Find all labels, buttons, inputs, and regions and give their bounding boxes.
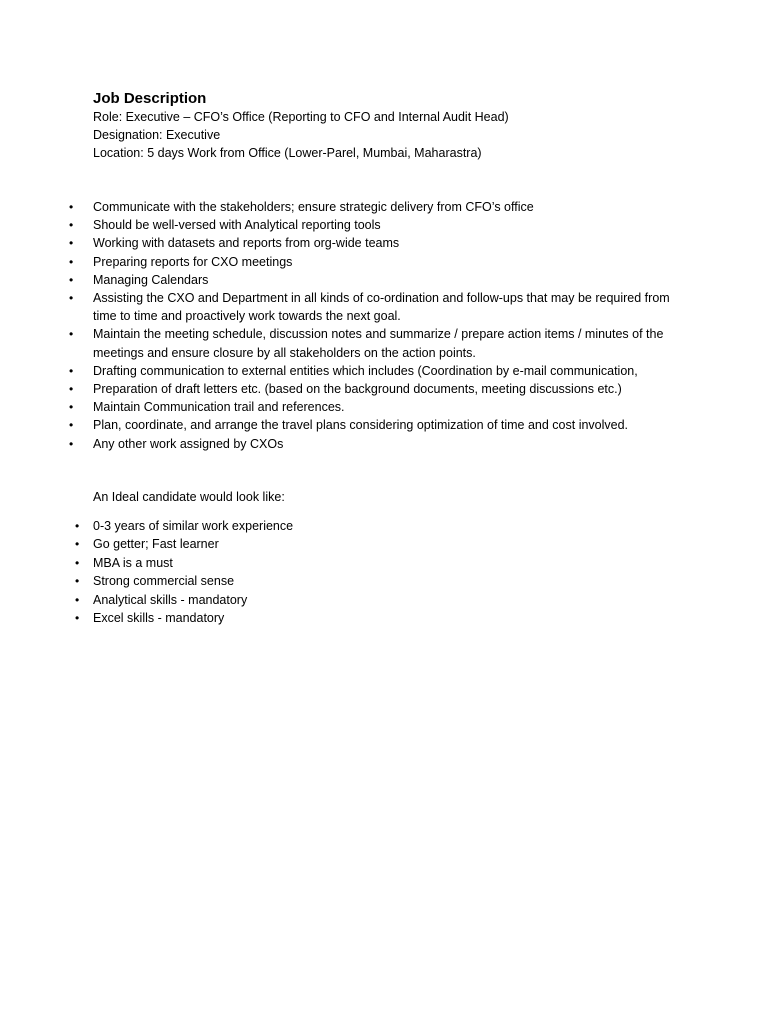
list-item [69,271,683,289]
bullet-icon: • [69,363,74,378]
bullet-icon: • [75,592,80,607]
list-item [69,416,683,434]
ideal-candidate-heading: An Ideal candidate would look like: [93,490,285,504]
list-item [69,325,683,361]
list-item [69,398,683,416]
list-item [75,591,493,609]
list-item [69,435,683,453]
list-item-text: Strong commercial sense [93,574,235,589]
list-item-text: Analytical skills - mandatory [93,592,248,607]
bullet-icon: • [69,400,74,415]
bullet-icon: • [69,418,74,433]
list-item-text: 0-3 years of similar work experience [93,519,294,533]
ideal-candidate-list [75,517,493,627]
list-item-text: Preparation of draft letters etc. (based on the background documents, meeting discussions etc.) [93,382,622,397]
bullet-icon: • [69,327,74,342]
list-item-text: Plan, coordinate, and arrange the travel plans considering optimization of time and cost involved. [93,418,629,433]
bullet-icon: • [75,555,80,570]
bullet-icon: • [75,611,80,626]
bullet-icon: • [69,436,74,451]
list-item [69,380,683,398]
list-item [75,517,493,535]
bullet-icon: • [69,236,74,251]
list-item-text: Assisting the CXO and Department in all kinds of co-ordination and follow-ups that may be required from time to time and proactively work towards the next goal. [93,291,670,324]
bullet-icon: • [75,519,80,533]
list-item-text: Drafting communication to external entities which includes (Coordination by e-mail communication, [93,363,638,378]
list-item-text: Managing Calendars [93,272,209,287]
bullet-icon: • [75,574,80,589]
list-item [69,198,683,216]
list-item [75,609,493,627]
duties-list [69,198,683,453]
bullet-icon: • [75,537,80,552]
list-item-text: Communicate with the stakeholders; ensure strategic delivery from CFO’s office [93,200,534,214]
list-item [69,362,683,380]
role-line: Role: Executive – CFO’s Office (Reporting to CFO and Internal Audit Head) [93,110,509,124]
list-item-text: Excel skills - mandatory [93,611,225,626]
list-item [75,535,493,553]
list-item-text: MBA is a must [93,555,173,570]
bullet-icon: • [69,291,74,306]
bullet-icon: • [69,382,74,397]
list-item-text: Preparing reports for CXO meetings [93,254,293,269]
list-item-text: Maintain the meeting schedule, discussion notes and summarize / prepare action items / minutes of the meetings and ensure closure by all stakeholders on the action points. [93,327,664,360]
document-title: Job Description [93,90,207,107]
bullet-icon: • [69,200,74,214]
job-meta-list [93,108,509,162]
location-line: Location: 5 days Work from Office (Lower-Parel, Mumbai, Maharastra) [93,146,482,160]
list-item-text: Go getter; Fast learner [93,537,219,552]
list-item [69,216,683,234]
list-item-text: Maintain Communication trail and references. [93,400,345,415]
bullet-icon: • [69,272,74,287]
list-item-text: Working with datasets and reports from org-wide teams [93,236,400,251]
list-item [75,572,493,590]
list-item [69,234,683,252]
list-item [75,554,493,572]
list-item [69,289,683,325]
designation-line: Designation: Executive [93,128,221,142]
list-item-text: Any other work assigned by CXOs [93,436,284,451]
list-item-text: Should be well-versed with Analytical reporting tools [93,218,381,233]
bullet-icon: • [69,254,74,269]
list-item [69,253,683,271]
bullet-icon: • [69,218,74,233]
